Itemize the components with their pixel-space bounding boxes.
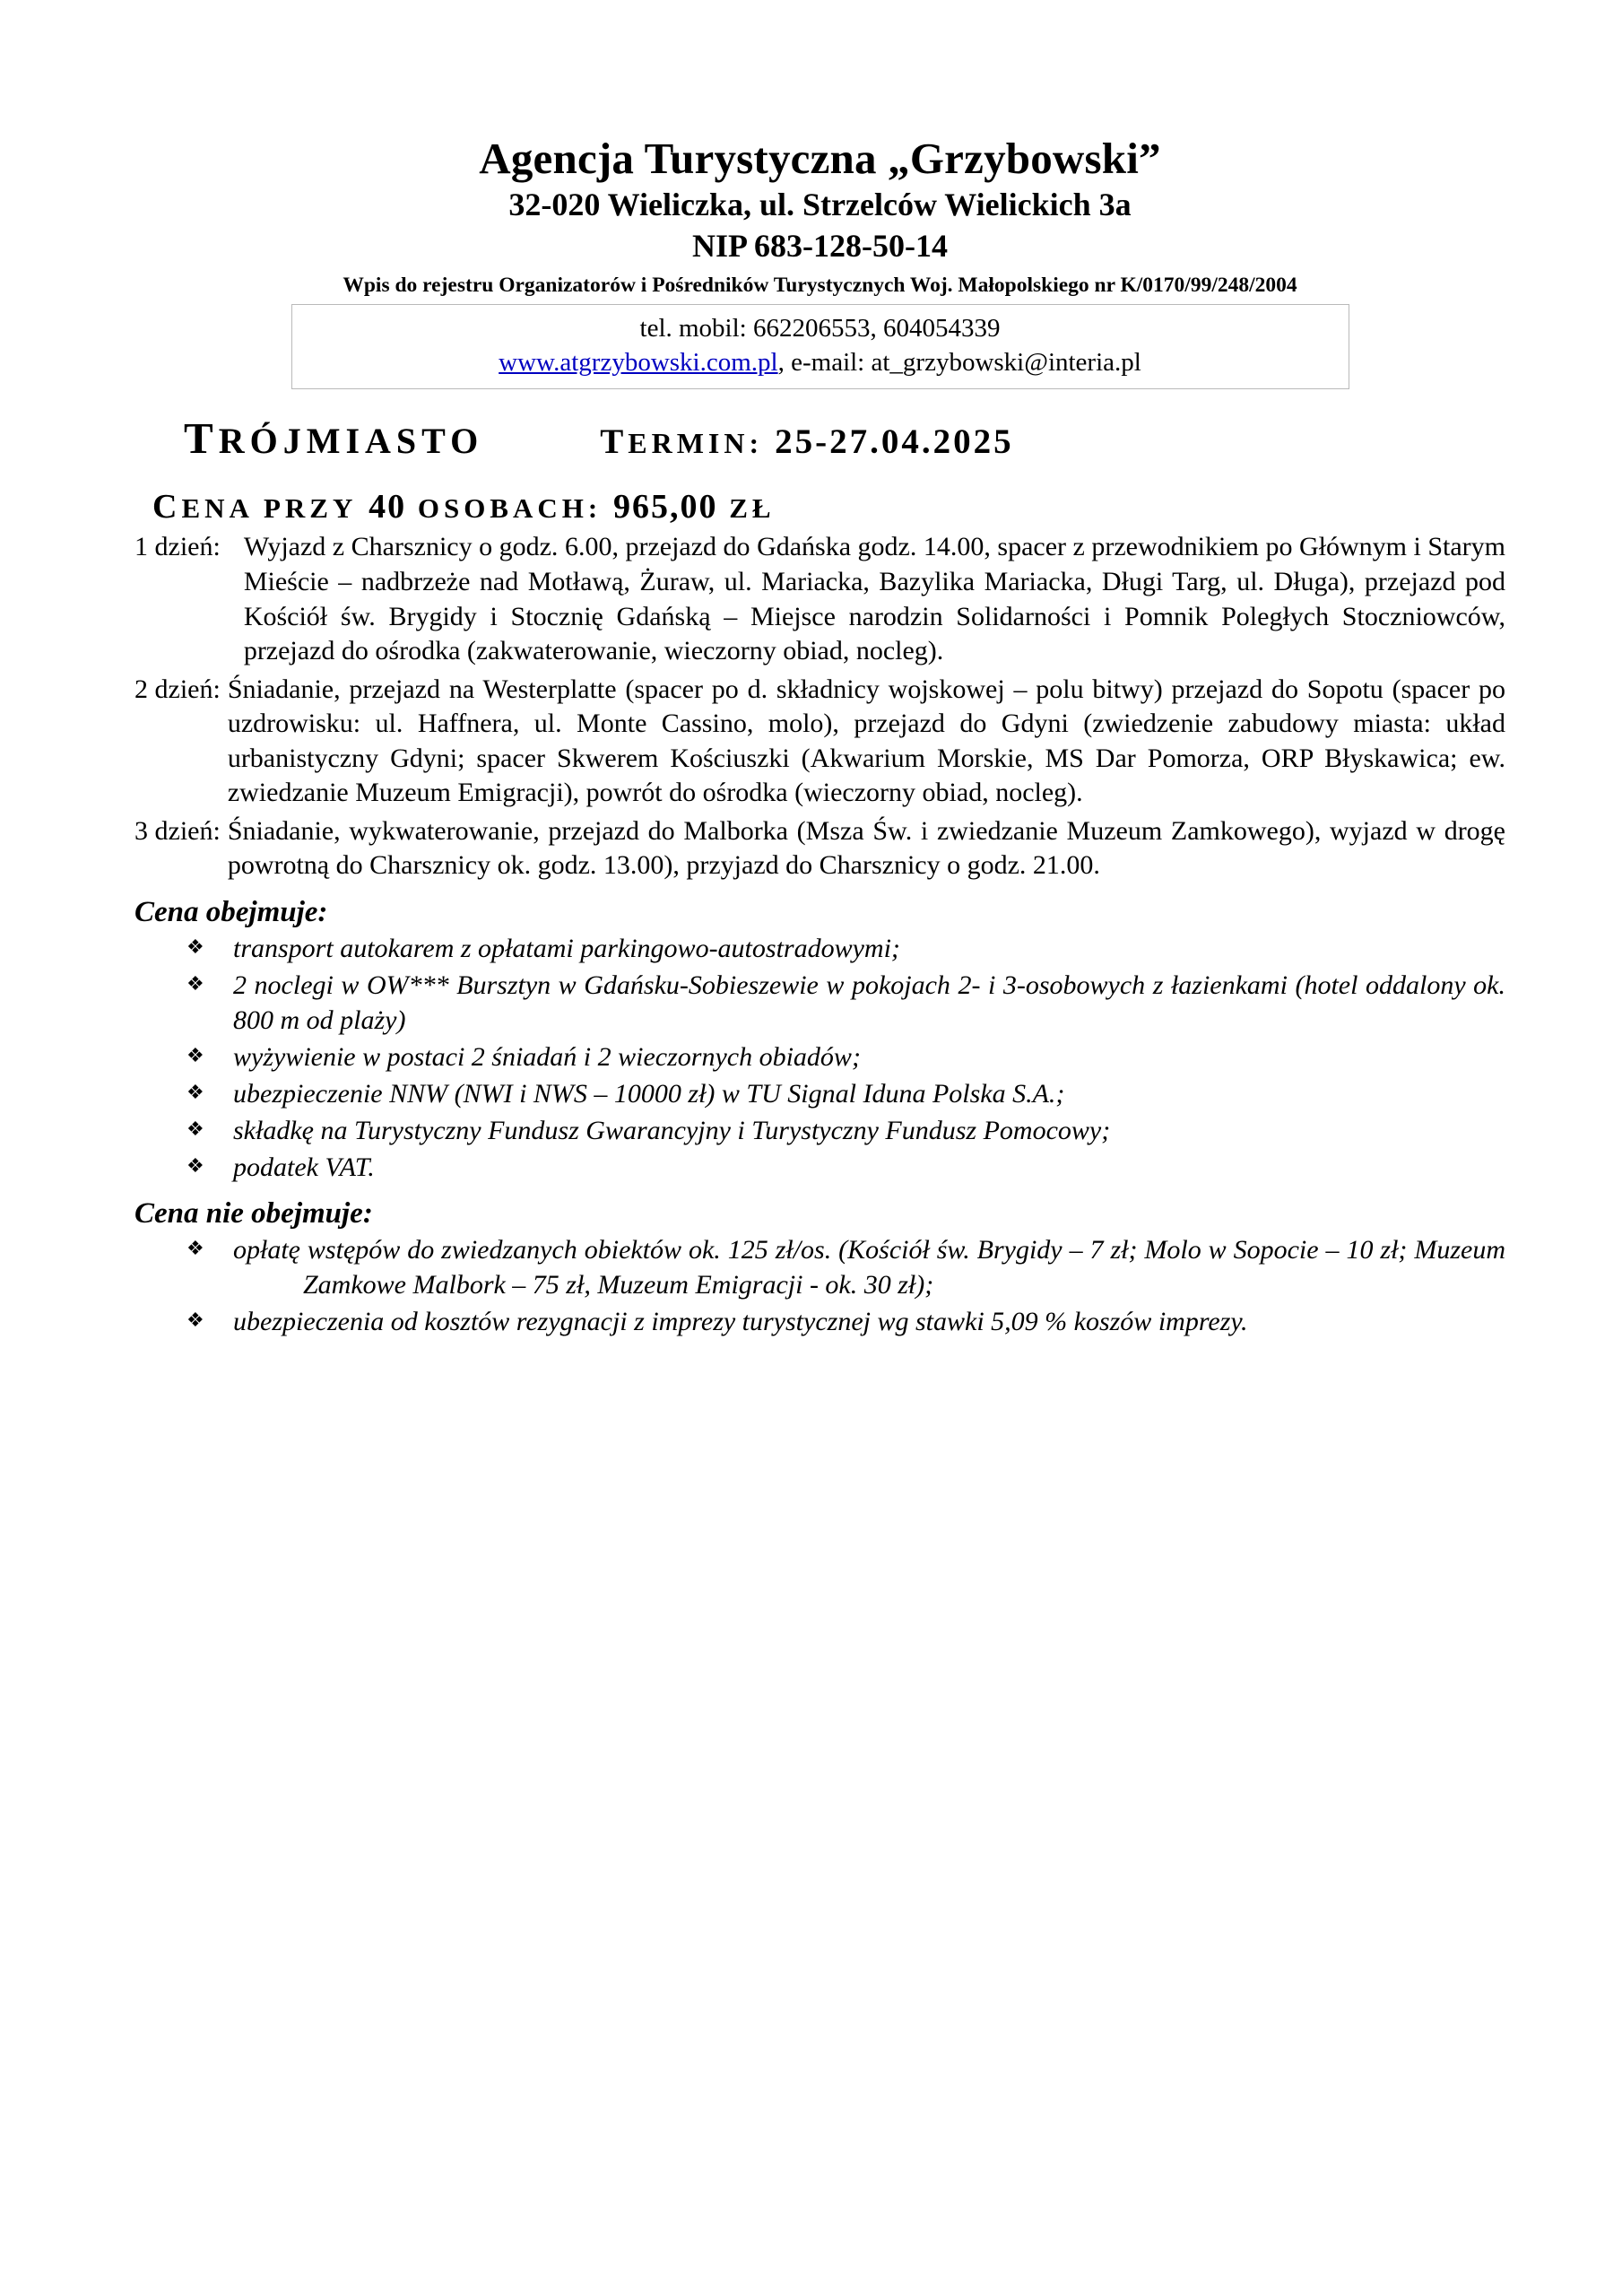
- excludes-heading: Cena nie obejmuje:: [134, 1196, 373, 1230]
- day-2-text: Śniadanie, przejazd na Westerplatte (spacer po d. składnicy wojskowej – polu bitwy) przejazd do Sopotu (spacer po uzdrowisku: ul. Haffnera, ul. Monte Cassino, molo), przejazd do Gdyni (zwiedzenie zabudowy miasta: układ urbanistyczny Gdyni; spacer Skwerem Kościuszki (Akwarium Morskie, MS Dar Pomorza, ORP Błyskawica; ew. zwiedzanie Muzeum Emigracji), powrót do ośrodka (wieczorny obiad, nocleg).: [227, 674, 1505, 808]
- trip-name-rest: RÓJMIASTO: [218, 421, 484, 462]
- itinerary-day-3: [134, 814, 1505, 883]
- includes-item-4: ubezpieczenie NNW (NWI i NWS – 10000 zł) w TU Signal Iduna Polska S.A.;: [233, 1078, 1065, 1109]
- diamond-bullet-icon: ❖: [186, 971, 204, 995]
- term-label-rest: ERMIN:: [628, 427, 764, 460]
- trip-title-row: [134, 413, 1505, 464]
- excludes-list: [134, 1232, 1505, 1339]
- includes-item-1: transport autokarem z opłatami parkingowo-autostradowymi;: [233, 933, 900, 963]
- company-address: 32-020 Wieliczka, ul. Strzelców Wielickich 3a: [508, 186, 1132, 222]
- price-line: [134, 487, 1505, 526]
- price-people-count: 40: [369, 488, 407, 526]
- day-2-label: 2 dzień:: [134, 674, 221, 704]
- day-3-text: Śniadanie, wykwaterowanie, przejazd do Malborka (Msza Św. i zwiedzanie Muzeum Zamkowego), wyjazd w drogę powrotną do Charsznicy ok. godz. 13.00), przyjazd do Charsznicy o godz. 21.00.: [227, 815, 1505, 881]
- list-item: [134, 1150, 1505, 1185]
- includes-heading: Cena obejmuje:: [134, 895, 328, 928]
- day-3-label: 3 dzień:: [134, 815, 221, 846]
- list-item: [134, 1304, 1505, 1339]
- contact-box: [291, 304, 1349, 390]
- includes-item-5: składkę na Turystyczny Fundusz Gwarancyjny i Turystyczny Fundusz Pomocowy;: [233, 1115, 1111, 1145]
- term-label-initial: T: [600, 422, 629, 462]
- excludes-item-1: opłatę wstępów do zwiedzanych obiektów ok. 125 zł/os. (Kościół św. Brygidy – 7 zł; Molo w Sopocie – 10 zł; Muzeum Zamkowe Malbork – 75 zł, Muzeum Emigracji - ok. 30 zł);: [233, 1234, 1505, 1300]
- includes-item-3: wyżywienie w postaci 2 śniadań i 2 wieczornych obiadów;: [233, 1041, 861, 1072]
- price-initial: C: [152, 488, 182, 526]
- diamond-bullet-icon: ❖: [186, 1043, 204, 1066]
- day-1-text: Wyjazd z Charsznicy o godz. 6.00, przejazd do Gdańska godz. 14.00, spacer z przewodnikiem po Głównym i Starym Mieście – nadbrzeże nad Motławą, Żuraw, ul. Mariacka, Bazylika Mariacka, Długi Targ, ul. Długa), przejazd pod Kościół św. Brygidy i Stocznię Gdańską – Miejsce narodzin Solidarności i Pomnik Poległych Stoczniowców, przejazd do ośrodka (zakwaterowanie, wieczorny obiad, nocleg).: [243, 532, 1505, 666]
- price-currency: ZŁ: [729, 492, 776, 525]
- includes-item-2: 2 noclegi w OW*** Bursztyn w Gdańsku-Sobieszewie w pokojach 2- i 3-osobowych z łazienkami (hotel oddalony ok. 800 m od plaży): [233, 970, 1505, 1035]
- registry-entry: Wpis do rejestru Organizatorów i Pośredników Turystycznych Woj. Małopolskiego nr K/0170/99/248/2004: [343, 273, 1297, 297]
- list-item: [134, 1232, 1505, 1302]
- web-email-line: [301, 345, 1340, 379]
- company-nip: NIP 683-128-50-14: [692, 227, 948, 264]
- letterhead: [134, 135, 1505, 389]
- email-text: , e-mail: at_grzybowski@interia.pl: [777, 348, 1141, 378]
- diamond-bullet-icon: ❖: [186, 1236, 204, 1259]
- website-link[interactable]: www.atgrzybowski.com.pl: [499, 348, 778, 378]
- list-item: [134, 931, 1505, 966]
- diamond-bullet-icon: ❖: [186, 935, 204, 958]
- list-item: [134, 968, 1505, 1038]
- company-name: Agencja Turystyczna „Grzybowski”: [479, 134, 1161, 183]
- diamond-bullet-icon: ❖: [186, 1308, 204, 1331]
- itinerary-day-1: [134, 530, 1505, 668]
- trip-name-initial: T: [184, 413, 219, 464]
- includes-item-6: podatek VAT.: [233, 1152, 375, 1182]
- list-item: [134, 1039, 1505, 1074]
- term-date: 25-27.04.2025: [775, 422, 1014, 462]
- list-item: [134, 1076, 1505, 1111]
- price-label-1: ENA PRZY: [181, 492, 358, 525]
- excludes-item-2: ubezpieczenia od kosztów rezygnacji z imprezy turystycznej wg stawki 5,09 % koszów imprezy.: [233, 1306, 1248, 1336]
- phone-line: tel. mobil: 662206553, 604054339: [639, 313, 1001, 343]
- itinerary-day-2: [134, 673, 1505, 811]
- diamond-bullet-icon: ❖: [186, 1153, 204, 1177]
- day-1-label: 1 dzień:: [134, 532, 221, 562]
- includes-list: [134, 931, 1505, 1185]
- diamond-bullet-icon: ❖: [186, 1080, 204, 1103]
- diamond-bullet-icon: ❖: [186, 1117, 204, 1140]
- list-item: [134, 1113, 1505, 1148]
- trip-term: [600, 422, 1013, 462]
- price-label-2: OSOBACH:: [417, 492, 603, 525]
- trip-name: [134, 413, 483, 464]
- price-amount: 965,00: [612, 488, 718, 526]
